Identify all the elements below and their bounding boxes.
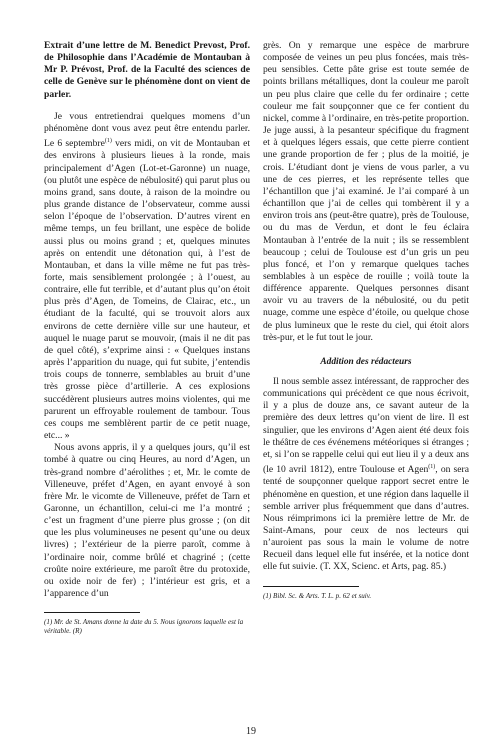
footnote-rule: [44, 612, 140, 613]
paragraph: Nous avons appris, il y a quelques jours, qu’il est tombé à quatre ou cinq Heures, au nord d’Agen, un très-grand nombre d’aérolithes ; et, Mr. le comte de Villeneuve, préfet d’Agen, en ayant envoyé à son frère Mr. le vicomte de Villeneuve, préfet de Tarn et Garonne, un échantillon, celui-ci me l’a montré ; c’est un fragment d’une pierre plus grosse ; (on dit que les plus volumineuses ne pesent qu’une ou deux livres) ; l’extérieur de la pierre paroît, comme à l’ordinaire noir, comme brûlé et chagriné ; (cette croûte noire extérieure, me paroît être du protoxide, ou oxide noir de fer) ; l’intérieur est gris, et a l’apparence d’un: [44, 442, 250, 600]
section-title: Addition des rédacteurs: [320, 356, 412, 367]
letter-heading: Extrait d’une lettre de M. Benedict Prevost, Prof. de Philosophie dans l’Académie de Montauban à Mr P. Prévost, Prof. de la Faculté des sciences de celle de Genève sur le phénomène dont on vient de parler.: [44, 40, 250, 100]
page-number: 19: [246, 726, 256, 737]
footnote-ref: (1): [428, 464, 436, 470]
footnote-ref: (1): [104, 138, 112, 145]
footnote-rule: [263, 586, 359, 587]
left-column: [44, 40, 250, 636]
paragraph: Je vous entretiendrai quelques momens d’un phénomène dont vous avez peut être entendu parler. Le 6 septembre$^{(1)}$ vers midi, on vit de Montauban et des environs à plusieurs lieues à la ronde, mais principalement d’Agen (Lot-et-Garonne) un nuage, (ou plutôt une espèce de nébulosité) qui parut plus ou moins grand, sans doute, à raison de la moindre ou plus grande distance de l’observateur, comme aussi selon l’époque de l’observation. D’autres virent en même temps, un feu brillant, une espèce de bolide aussi plus ou moins grand ; et, quelques minutes après on entendit une détonation qui, à l’est de Montauban, et dans la ville même ne fut pas très-forte, mais sensiblement prolongée ; à l’ouest, au contraire, elle fut terrible, et d’autant plus qu’on étoit plus près d’Agen, de Tomeins, de Clairac, etc., un étudiant de la faculté, qui se trouvoit alors aux environs de cette dernière ville sur une hauteur, et auquel le nuage parut se mouvoir, (mais il ne dit pas de quel côté), s’exprime ainsi : « Quelques instans après l’apparition du nuage, qui fut subite, j’entendis trois coups de tonnerre, semblables au bruit d’une très grosse pièce d’artillerie. A ces explosions succédèrent plusieurs autres moins violentes, qui me parurent un effroyable roulement de tambour. Tous ces coups me semblèrent partir de ce petit nuage, etc... »: [44, 110, 250, 442]
footnote: (1) Bibl. Sc. & Arts. T. L. p. 62 et suiv.: [263, 591, 372, 600]
paragraph: grès. On y remarque une espèce de marbrure composée de veines un peu plus foncées, mais très-peu sensibles. Cette pâte grise est toute semée de points brillans métalliques, dont la couleur me paroît un peu plus claire que celle du fer ordinaire ; cette couleur me fait soupçonner que ce fer contient du nickel, comme à l’ordinaire, en très-petite proportion. Je juge aussi, à la pesanteur spécifique du fragment et à quelques légers essais, que cette pierre contient une grande proportion de fer ; plus de la moitié, je crois. L’étudiant dont je viens de vous parler, a vu une de ces pierres, et les représente telles que l’échantillon que j’ai examiné. Je l’ai comparé à un échantillon que j’ai de celles qui tombèrent il y a environ trois ans (peut-être quatre), près de Toulouse, ou du mas de Verdun, et dont le feu éclaira Montauban à l’entrée de la nuit ; ils se ressemblent beaucoup ; celui de Toulouse est d’un gris un peu plus foncé, et l’on y remarque quelques taches semblables à un espèce de rouille ; voilà toute la différence apparente. Quelques personnes disant avoir vu au travers de la nébulosité, ou du petit nuage, comme une espèce d’étoile, ou quelque chose de plus lumineux que le reste du ciel, qui étoit alors très-pur, et le fut tout le jour.: [263, 40, 469, 343]
paragraph: Il nous semble assez intéressant, de rapprocher des communications qui précèdent ce que nous écrivoit, il y a plus de douze ans, ce savant auteur de la première des deux lettres qu’on vient de lire. Il est singulier, que les environs d’Agen aient été deux fois le théâtre de ces événemens météoriques si étranges ; et, si l’on se rappelle celui qui eut lieu il y a deux ans (le 10 avril 1812), entre Toulouse et Agen$^{(1)}$, on sera tenté de soupçonner quelque rapport secret entre le phénomène en question, et une région dans laquelle il semble arriver plus fréquemment que dans d’autres. Nous réimprimons ici la première lettre de Mr. de Saint-Amans, pour ceux de nos lecteurs qui n’auroient pas sous la main le volume de notre Recueil dans lequel elle fut insérée, et la notice dont elle fut suivie. (T. XX, Scienc. et Arts, pag. 85.): [263, 375, 470, 573]
right-column: [263, 40, 469, 601]
footnote: (1) Mr. de St. Amans donne la date du 5. Nous ignorons laquelle est la véritable. (R): [44, 618, 244, 636]
